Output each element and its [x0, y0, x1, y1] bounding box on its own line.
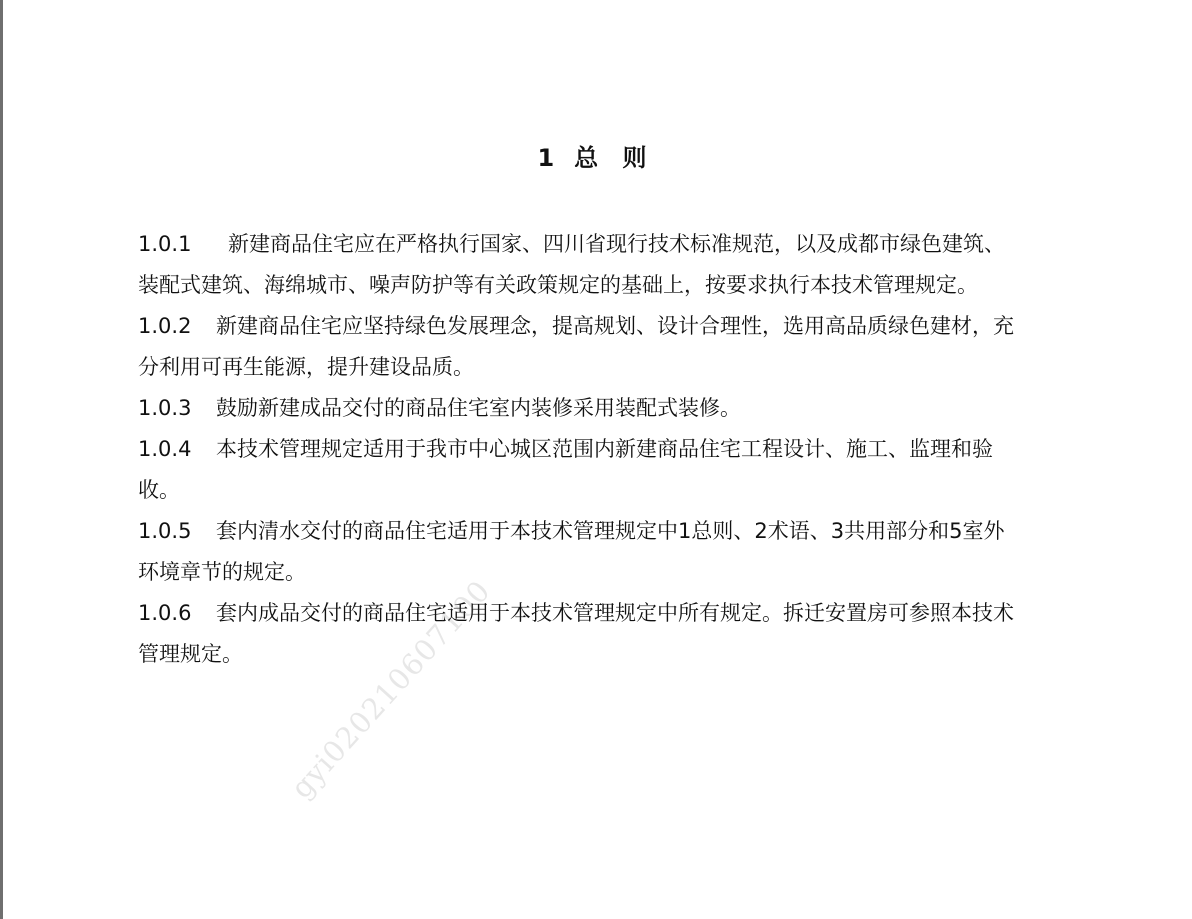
watermark-text: gyi020210607100 — [284, 573, 498, 805]
clause-number: 1.0.5 — [138, 519, 192, 543]
section-heading — [0, 138, 1192, 173]
clause-text: 套内清水交付的商品住宅适用于本技术管理规定中1总则、2术语、3共用部分和5室外环境章节的规定。 — [138, 519, 1005, 584]
clause-1-0-3 — [138, 388, 1018, 429]
clause-1-0-1 — [138, 224, 1018, 306]
clause-1-0-6 — [138, 593, 1018, 675]
clause-number: 1.0.3 — [138, 396, 192, 420]
clause-text: 新建商品住宅应在严格执行国家、四川省现行技术标准规范，以及成都市绿色建筑、装配式建筑、海绵城市、噪声防护等有关政策规定的基础上，按要求执行本技术管理规定。 — [138, 232, 1005, 297]
clause-number: 1.0.1 — [138, 232, 192, 256]
clause-number: 1.0.4 — [138, 437, 192, 461]
clause-1-0-4 — [138, 429, 1018, 511]
section-title: 总 则 — [574, 144, 655, 172]
clause-text: 新建商品住宅应坚持绿色发展理念，提高规划、设计合理性，选用高品质绿色建材，充分利用可再生能源，提升建设品质。 — [138, 314, 1014, 379]
clause-1-0-5 — [138, 511, 1018, 593]
clause-number: 1.0.6 — [138, 601, 192, 625]
clause-text: 鼓励新建成品交付的商品住宅室内装修采用装配式装修。 — [216, 396, 741, 420]
clause-1-0-2 — [138, 306, 1018, 388]
clause-text: 套内成品交付的商品住宅适用于本技术管理规定中所有规定。拆迁安置房可参照本技术管理规定。 — [138, 601, 1014, 666]
clause-text: 本技术管理规定适用于我市中心城区范围内新建商品住宅工程设计、施工、监理和验收。 — [138, 437, 993, 502]
clause-number: 1.0.2 — [138, 314, 192, 338]
section-number: 1 — [537, 144, 563, 172]
clause-list — [138, 224, 1018, 675]
